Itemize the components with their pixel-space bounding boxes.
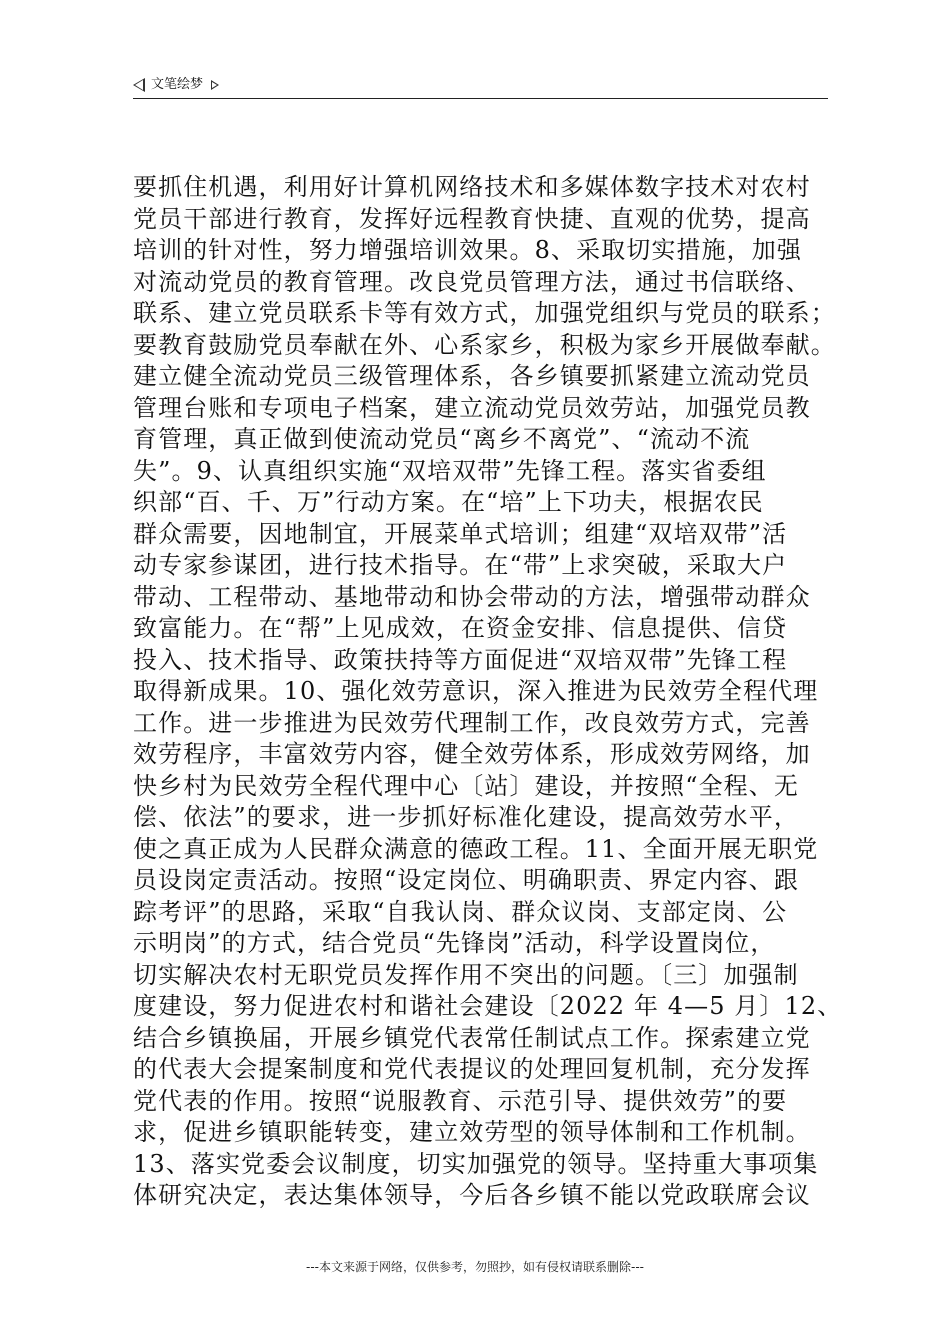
body-line: 培训的针对性，努力增强培训效果。8、采取切实措施，加强 — [133, 236, 802, 264]
body-line: 取得新成果。10、强化效劳意识，深入推进为民效劳全程代理 — [133, 677, 819, 705]
body-line: 效劳程序，丰富效劳内容，健全效劳体系，形成效劳网络，加 — [133, 740, 811, 768]
body-line: 示明岗”的方式，结合党员“先锋岗”活动，科学设置岗位， — [133, 929, 776, 957]
triangle-right-icon — [211, 80, 219, 90]
body-line: 育管理，真正做到使流动党员“离乡不离党”、“流动不流 — [133, 425, 751, 453]
body-line: 切实解决农村无职党员发挥作用不突出的问题。〔三〕加强制 — [133, 960, 799, 989]
triangle-left-icon — [133, 78, 145, 92]
body-line: 求，促进乡镇职能转变，建立效劳型的领导体制和工作机制。 — [133, 1118, 811, 1146]
body-line: 体研究决定，表达集体领导，今后各乡镇不能以党政联席会议 — [133, 1181, 811, 1209]
body-line: 员设岗定责活动。按照“设定岗位、明确职责、界定内容、跟 — [133, 866, 799, 894]
body-line: 要抓住机遇，利用好计算机网络技术和多媒体数字技术对农村 — [133, 173, 811, 201]
body-line: 失”。9、认真组织实施“双培双带”先锋工程。落实省委组 — [133, 456, 767, 485]
body-line: 管理台账和专项电子档案，建立流动党员效劳站，加强党员教 — [133, 393, 811, 422]
body-line: 带动、工程带动、基地带动和协会带动的方法，增强带动群众 — [133, 582, 811, 611]
body-line: 致富能力。在“帮”上见成效，在资金安排、信息提供、信贷 — [133, 614, 788, 642]
body-line: 的代表大会提案制度和党代表提议的处理回复机制，充分发挥 — [133, 1055, 811, 1083]
body-line: 党员干部进行教育，发挥好远程教育快捷、直观的优势，提高 — [133, 204, 811, 233]
body-line: 要教育鼓励党员奉献在外、心系家乡，积极为家乡开展做奉献。 — [133, 330, 836, 359]
body-line: 使之真正成为人民群众满意的德政工程。11、全面开展无职党 — [133, 834, 819, 863]
document-body — [133, 172, 843, 1212]
body-line: 13、落实党委会议制度，切实加强党的领导。坚持重大事项集 — [133, 1149, 819, 1178]
body-line: 投入、技术指导、政策扶持等方面促进“双培双带”先锋工程 — [133, 645, 788, 674]
page-footer: ---本文来源于网络，仅供参考，勿照抄，如有侵权请联系删除--- — [306, 1260, 644, 1274]
body-line: 偿、依法”的要求，进一步抓好标准化建设，提高效劳水平， — [133, 803, 799, 831]
body-line: 联系、建立党员联系卡等有效方式，加强党组织与党员的联系； — [133, 299, 836, 327]
body-line: 党代表的作用。按照“说服教育、示范引导、提供效劳”的要 — [133, 1086, 788, 1115]
body-line: 工作。进一步推进为民效劳代理制工作，改良效劳方式，完善 — [133, 708, 811, 737]
body-line: 快乡村为民效劳全程代理中心〔站〕建设，并按照“全程、无 — [133, 771, 799, 800]
page-header — [133, 72, 828, 99]
body-line: 度建设，努力促进农村和谐社会建设〔2022 年 4—5 月〕12、 — [133, 992, 843, 1020]
header-title: 文笔绘梦 — [151, 77, 204, 92]
body-line: 建立健全流动党员三级管理体系，各乡镇要抓紧建立流动党员 — [133, 362, 811, 390]
body-line: 动专家参谋团，进行技术指导。在“带”上求突破，采取大户 — [133, 551, 788, 579]
body-line: 对流动党员的教育管理。改良党员管理方法，通过书信联络、 — [133, 267, 811, 296]
body-line: 群众需要，因地制宜，开展菜单式培训；组建“双培双带”活 — [133, 519, 788, 548]
body-line: 织部“百、千、万”行动方案。在“培”上下功夫，根据农民 — [133, 488, 764, 516]
body-line: 踪考评”的思路，采取“自我认岗、群众议岗、支部定岗、公 — [133, 897, 788, 926]
body-line: 结合乡镇换届，开展乡镇党代表常任制试点工作。探索建立党 — [133, 1023, 811, 1052]
